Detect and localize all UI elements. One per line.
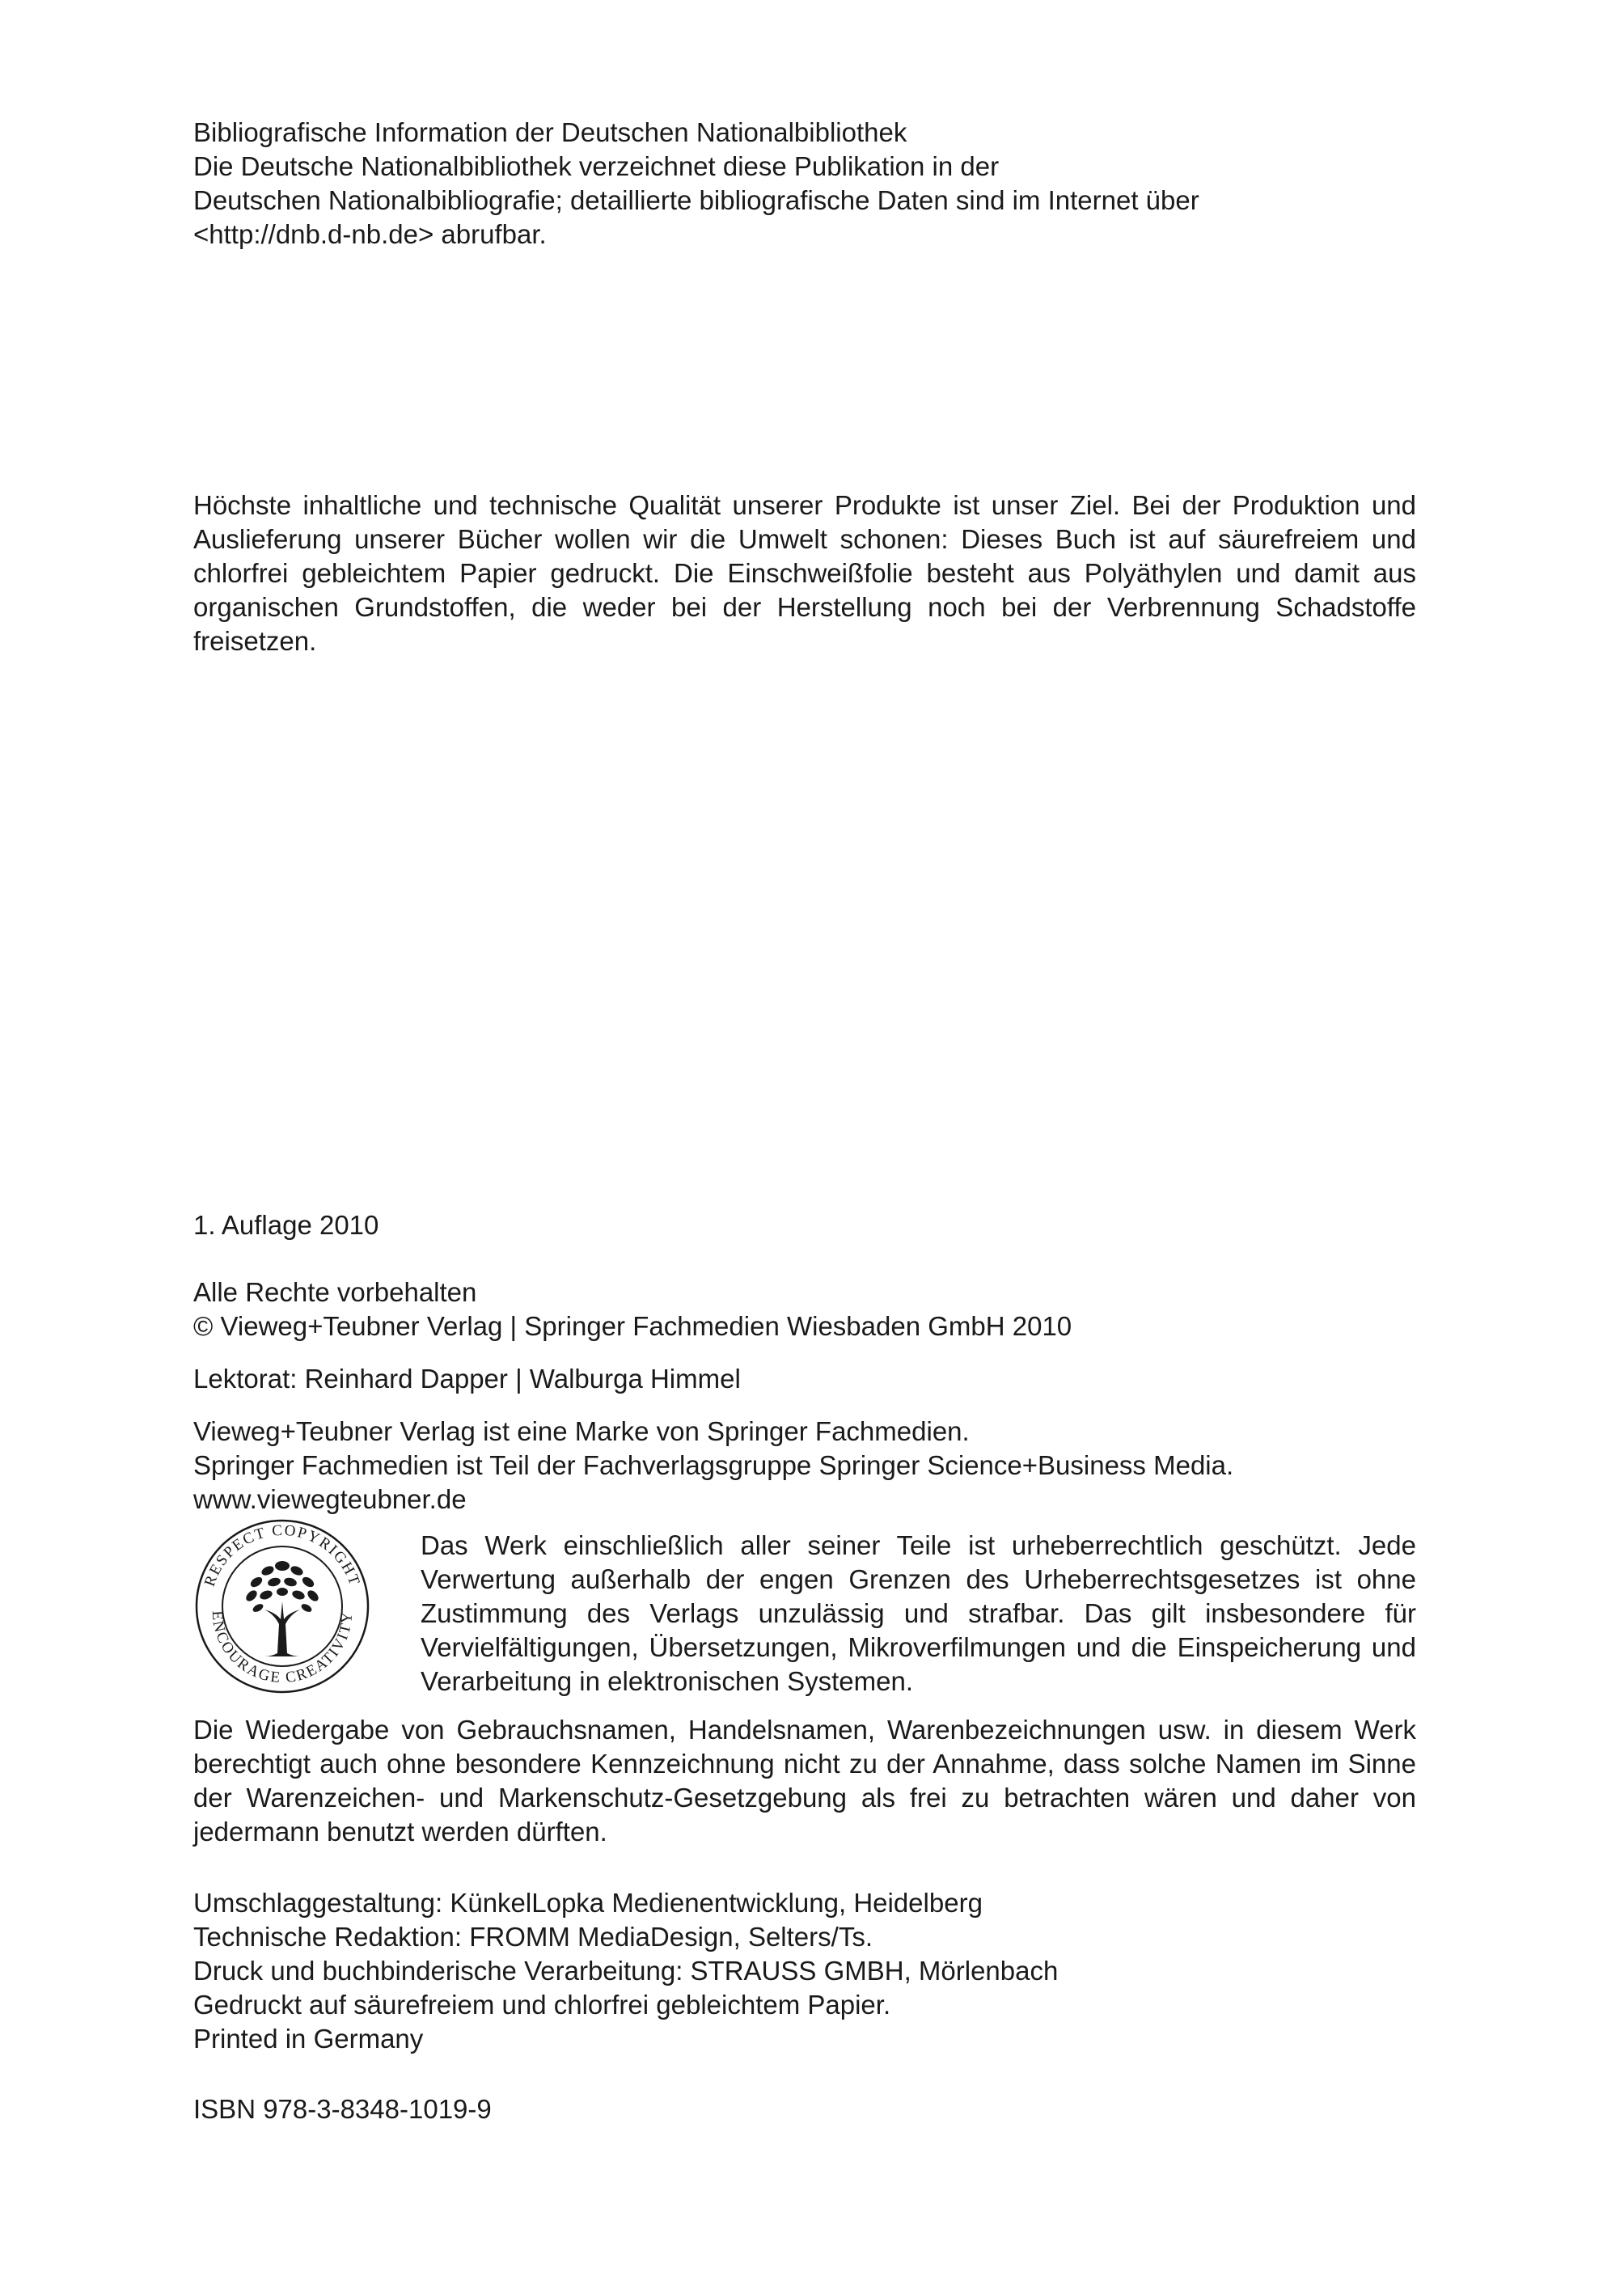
printed-in: Printed in Germany: [193, 2024, 424, 2054]
publisher-website: www.viewegteubner.de: [193, 1484, 467, 1514]
printing-credit: Druck und buchbinderische Verarbeitung: STRAUSS GMBH, Mörlenbach: [193, 1956, 1059, 1986]
bibliographic-info: [193, 116, 1416, 252]
edition-info: 1. Auflage 2010: [193, 1210, 379, 1240]
rights-reserved: Alle Rechte vorbehalten: [193, 1277, 477, 1307]
bib-line: Die Deutsche Nationalbibliothek verzeichnet diese Publikation in der: [193, 151, 1000, 181]
rights-block: [193, 1276, 1416, 1343]
publisher-line: Vieweg+Teubner Verlag ist eine Marke von Springer Fachmedien.: [193, 1416, 970, 1446]
bib-url-line: <http://dnb.d-nb.de> abrufbar.: [193, 219, 547, 249]
isbn: ISBN 978-3-8348-1019-9: [193, 2094, 492, 2124]
production-credits: [193, 1886, 1416, 2056]
copyright-seal: [193, 1517, 371, 1695]
trademark-notice: Die Wiedergabe von Gebrauchsnamen, Handelsnamen, Warenbezeichnungen usw. in diesem Werk berechtigt auch ohne besondere Kennzeichnung nicht zu der Annahme, dass solche Namen im Sinne der Warenzeichen- und Markenschutz-Gesetzgebung als frei zu betrachten wären und daher von jedermann benutzt werden dürften.: [193, 1715, 1416, 1847]
publisher-line: Springer Fachmedien ist Teil der Fachverlagsgruppe Springer Science+Business Media.: [193, 1450, 1234, 1480]
cover-design-credit: Umschlaggestaltung: KünkelLopka Medienentwicklung, Heidelberg: [193, 1888, 983, 1918]
bib-heading: Bibliografische Information der Deutschen Nationalbibliothek: [193, 117, 907, 147]
tree-icon: [244, 1561, 320, 1656]
seal-bottom-text: ENCOURAGE CREATIVITY: [208, 1610, 357, 1687]
publisher-info: [193, 1415, 1416, 1517]
paper-info: Gedruckt auf säurefreiem und chlorfrei gebleichtem Papier.: [193, 1990, 891, 2020]
bib-line: Deutschen Nationalbibliografie; detaillierte bibliografische Daten sind im Internet über: [193, 185, 1199, 215]
quality-statement: Höchste inhaltliche und technische Qualität unserer Produkte ist unser Ziel. Bei der Produktion und Auslieferung unserer Bücher wollen wir die Umwelt schonen: Dieses Buch ist auf säurefreiem und chlorfrei gebleichtem Papier gedruckt. Die Einschweißfolie besteht aus Polyäthylen und damit aus organischen Grundstoffen, die weder bei der Herstellung noch bei der Verbrennung Schadstoffe freisetzen.: [193, 490, 1416, 656]
lektorat: Lektorat: Reinhard Dapper | Walburga Himmel: [193, 1364, 741, 1394]
technical-editing-credit: Technische Redaktion: FROMM MediaDesign, Selters/Ts.: [193, 1922, 873, 1952]
copyright-notice: Das Werk einschließlich aller seiner Teile ist urheberrechtlich geschützt. Jede Verwertung außerhalb der engen Grenzen des Urheberrechtsgesetzes ist ohne Zustimmung des Verlags unzulässig und strafbar. Das gilt insbesondere für Vervielfältigungen, Übersetzungen, Mikroverfilmungen und die Einspeicherung und Verarbeitung in elektronischen Systemen.: [421, 1530, 1416, 1696]
seal-top-text: RESPECT COPYRIGHT: [201, 1521, 364, 1589]
copyright-line: © Vieweg+Teubner Verlag | Springer Fachmedien Wiesbaden GmbH 2010: [193, 1311, 1072, 1341]
